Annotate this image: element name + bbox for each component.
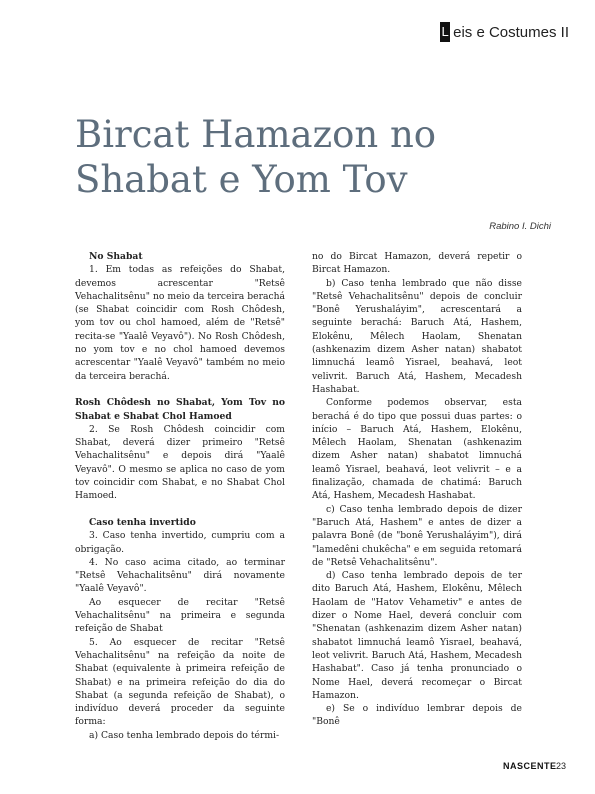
body-paragraph: 2. Se Rosh Chôdesh coincidir com Shabat, deverá dizer primeiro "Retsê Vehachalitsênu" e depois dirá "Yaalê Veyavô". O mesmo se aplica no caso de yom tov coincidir com Shabat, e no Shabat Chol Hamoed.	[75, 423, 285, 502]
section-header	[440, 22, 569, 42]
section-heading: No Shabat	[89, 251, 143, 262]
body-paragraph: a) Caso tenha lembrado depois do térmi-	[89, 729, 280, 741]
author-byline: Rabino I. Dichi	[489, 221, 551, 232]
body-paragraph: b) Caso tenha lembrado que não disse "Retsê Vehachalitsênu" depois de concluir "Bonê Yerushaláyim", acrescentará a seguinte berachá: Baruch Atá, Hashem, Elokênu, Mêlech Haolam, Shenatan (ashkenazim dizem Asher natan) shabatot limnuchá leamô Yisrael, beahavá, leot velivrit. Baruch Atá, Hashem, Mecadesh Hashabat.	[312, 277, 522, 395]
body-paragraph: d) Caso tenha lembrado depois de ter dito Baruch Atá, Hashem, Elokênu, Mêlech Haolam de "Hatov Vehametiv" e antes de dizer o Nome Hael, deverá concluir com "Shenatan (ashkenazim dizem Asher natan) shabatot limnuchá leamô Yisrael, beahavá, leot velivrit. Baruch Atá, Hashem, Mecadesh Hashabat". Caso já tenha pronunciado o Nome Hael, deverá recomeçar o Bircat Hamazon.	[312, 570, 522, 701]
body-paragraph: no do Bircat Hamazon, deverá repetir o Bircat Hamazon.	[312, 251, 522, 276]
page-number: 23	[556, 761, 567, 771]
body-paragraph: Ao esquecer de recitar "Retsê Vehachalitsênu" na primeira e segunda refeição de Shabat	[75, 596, 285, 635]
section-heading: Rosh Chôdesh no Shabat, Yom Tov no Shabat e Shabat Chol Hamoed	[75, 397, 285, 422]
right-column	[312, 250, 522, 729]
body-paragraph: 5. Ao esquecer de recitar "Retsê Vehachalitsênu" na refeição da noite de Shabat (equivalente à primeira refeição de Shabat) e na primeira refeição do dia do Shabat (a segunda refeição de Shabat), o indivíduo deverá proceder da seguinte forma:	[75, 636, 285, 728]
body-paragraph: c) Caso tenha lembrado depois de dizer "Baruch Atá, Hashem" e antes de dizer a palavra Bonê (de "bonê Yerushaláyim"), dirá "lamedêni chukêcha" e em seguida retomará de "Retsê Vehachalitsênu".	[312, 503, 522, 568]
magazine-logo: NASCENTE	[503, 761, 557, 771]
section-heading: Caso tenha invertido	[89, 516, 196, 528]
left-column	[75, 250, 285, 742]
body-paragraph: Conforme podemos observar, esta berachá é do tipo que possui duas partes: o início – Baruch Atá, Hashem, Elokênu, Mêlech Haolam, Shenatan (ashkenazim dizem Asher natan) shabatot limnuchá leamô Yisrael, beahavá, leot velivrit – e a finalização, chamada de chatimá: Baruch Atá, Hashem, Mecadesh Hashabat.	[312, 397, 522, 502]
body-paragraph: 1. Em todas as refeições do Shabat, devemos acrescentar "Retsê Vehachalitsênu" no meio da terceira berachá (se Shabat coincidir com Rosh Chôdesh, yom tov ou chol hamoed, além de "Retsê" recita-se "Yaalê Veyavô"). No Rosh Chôdesh, no yom tov e no chol hamoed devemos acrescentar "Yaalê Veyavô" também no meio da terceira berachá.	[75, 264, 285, 382]
body-paragraph: 4. No caso acima citado, ao terminar "Retsê Vehachalitsênu" dirá novamente "Yaalê Veyavô".	[75, 556, 285, 595]
section-header-text: eis e Costumes II	[453, 23, 569, 41]
paragraph-spacer	[75, 503, 285, 516]
section-header-initial: L	[440, 22, 450, 42]
article-title: Bircat Hamazon no Shabat e Yom Tov	[75, 113, 437, 201]
paragraph-spacer	[75, 383, 285, 396]
body-paragraph: e) Se o indivíduo lembrar depois de "Bonê	[312, 703, 522, 728]
body-paragraph: 3. Caso tenha invertido, cumpriu com a obrigação.	[75, 530, 285, 555]
